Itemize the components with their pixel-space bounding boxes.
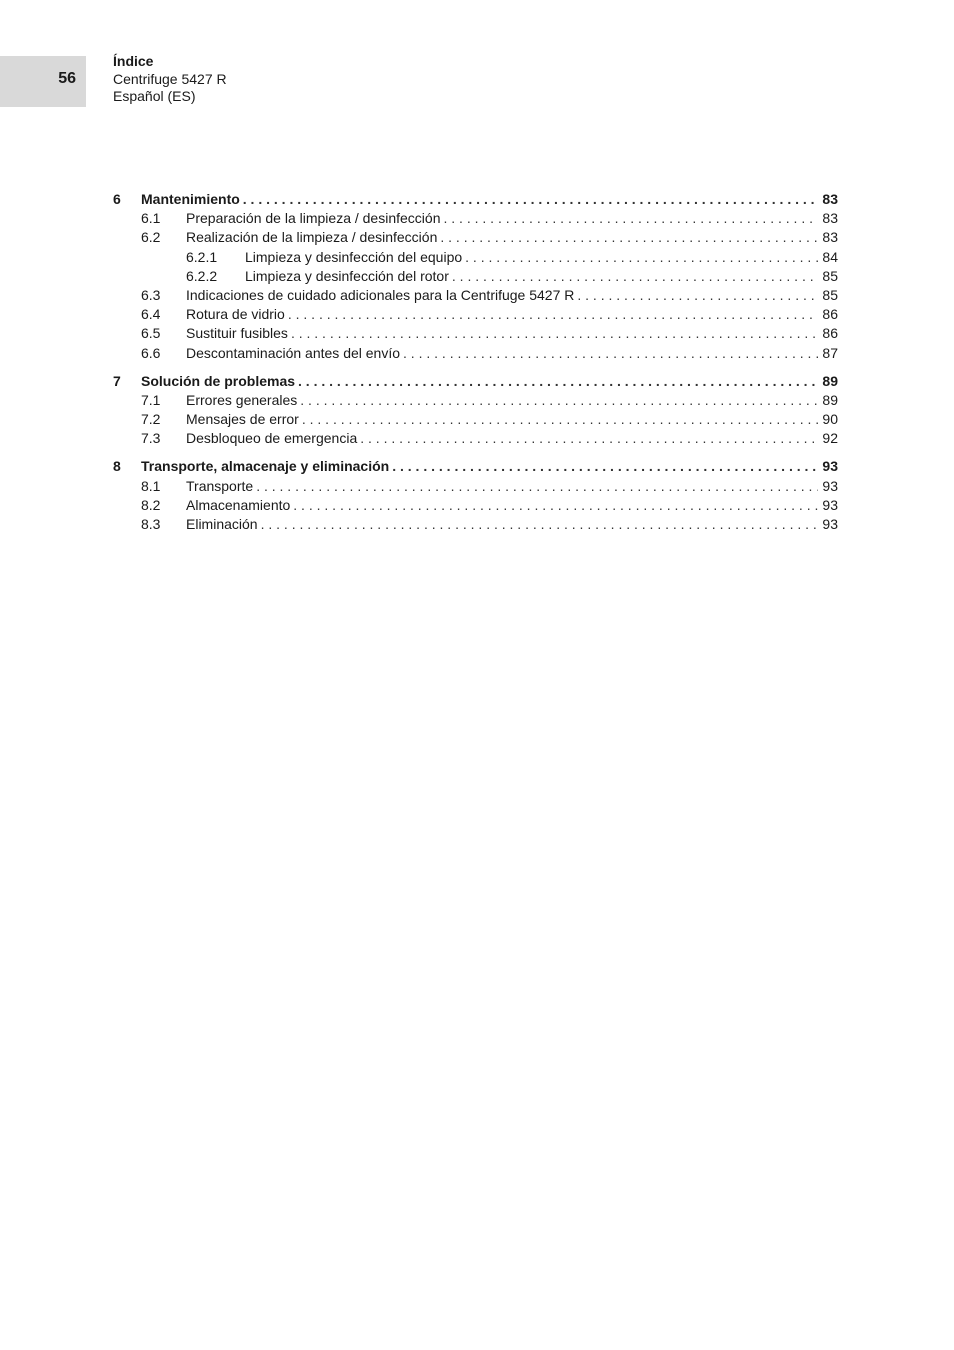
- toc-entry-page: 83: [822, 210, 838, 227]
- toc-entry-page: 87: [822, 344, 838, 361]
- product-name: Centrifuge 5427 R: [113, 70, 227, 87]
- toc-entry-title: Errores generales: [186, 391, 298, 408]
- page-number-tab: [0, 56, 86, 107]
- toc-entry-page: 85: [822, 267, 838, 284]
- toc-entry[interactable]: [113, 344, 838, 363]
- toc-entry-title: Eliminación: [186, 516, 258, 532]
- toc-entry-title: Preparación de la limpieza / desinfección: [186, 210, 441, 227]
- toc-entry-title: Desbloqueo de emergencia: [186, 430, 358, 447]
- toc-entry-page: 93: [822, 516, 838, 532]
- running-header: [113, 53, 227, 106]
- toc-entry[interactable]: [113, 477, 838, 496]
- toc-entry[interactable]: [113, 209, 838, 228]
- toc-entry-number: 8.2: [141, 496, 161, 513]
- toc-entry-title: Rotura de vidrio: [186, 306, 285, 323]
- dot-leader: [243, 190, 819, 209]
- toc-entry[interactable]: [113, 190, 838, 209]
- dot-leader: [440, 228, 818, 247]
- dot-leader: [298, 372, 818, 391]
- toc-entry-title: Indicaciones de cuidado adicionales para la Centrifuge 5427 R: [186, 286, 575, 303]
- toc-entry[interactable]: [113, 267, 838, 286]
- toc-entry[interactable]: [113, 286, 838, 305]
- toc-entry[interactable]: [113, 496, 838, 515]
- toc-entry-number: 8.1: [141, 477, 161, 494]
- dot-leader: [288, 305, 819, 324]
- toc-entry-page: 93: [822, 458, 838, 475]
- dot-leader: [291, 324, 818, 343]
- dot-leader: [465, 248, 818, 267]
- dot-leader: [261, 515, 819, 534]
- dot-leader: [403, 344, 818, 363]
- toc-entry[interactable]: [113, 391, 838, 410]
- toc-entry-title: Almacenamiento: [186, 496, 291, 513]
- toc-entry-number: 6.3: [141, 286, 161, 303]
- toc-entry-number: 8.3: [141, 516, 161, 532]
- toc-entry[interactable]: [113, 457, 838, 476]
- dot-leader: [452, 267, 819, 286]
- toc-entry-title: Limpieza y desinfección del rotor: [245, 267, 449, 284]
- toc-entry[interactable]: [113, 410, 838, 429]
- toc-entry-title: Descontaminación antes del envío: [186, 344, 401, 361]
- toc-entry-page: 89: [822, 391, 838, 408]
- toc-entry-number: 6.6: [141, 344, 161, 361]
- dot-leader: [577, 286, 818, 305]
- toc-entry[interactable]: [113, 324, 838, 343]
- toc-entry-page: 86: [822, 325, 838, 342]
- toc-entry-page: 90: [822, 411, 838, 428]
- chapter-title: Índice: [113, 53, 154, 69]
- toc-section-6: [113, 190, 838, 363]
- dot-leader: [392, 457, 818, 476]
- toc-entry-number: 8: [113, 458, 121, 475]
- toc-entry-page: 83: [822, 229, 838, 246]
- toc-section-8: [113, 457, 838, 534]
- toc-entry-number: 6.4: [141, 306, 161, 323]
- toc-entry-page: 83: [822, 191, 838, 207]
- toc-entry-number: 6: [113, 191, 121, 207]
- toc-entry-page: 93: [822, 477, 838, 494]
- dot-leader: [256, 477, 818, 496]
- document-language: Español (ES): [113, 88, 196, 104]
- toc-entry-page: 84: [822, 248, 838, 265]
- dot-leader: [302, 410, 819, 429]
- toc-section-7: [113, 372, 838, 449]
- toc-entry[interactable]: [113, 228, 838, 247]
- toc-entry-title: Sustituir fusibles: [186, 325, 288, 342]
- toc-entry-number: 6.2: [141, 229, 161, 246]
- toc-entry-title: Mensajes de error: [186, 411, 299, 428]
- toc-entry[interactable]: [113, 515, 838, 534]
- toc-entry[interactable]: [113, 372, 838, 391]
- toc-entry-number: 6.5: [141, 325, 161, 342]
- dot-leader: [443, 209, 818, 228]
- toc-entry-number: 6.2.1: [186, 248, 218, 265]
- toc-entry-page: 92: [822, 430, 838, 447]
- toc-entry-title: Mantenimiento: [141, 191, 240, 207]
- page-number: 56: [58, 70, 76, 87]
- toc-entry-title: Realización de la limpieza / desinfección: [186, 229, 438, 246]
- dot-leader: [300, 391, 818, 410]
- toc-entry-number: 7.3: [141, 430, 161, 447]
- toc-entry-page: 85: [822, 286, 838, 303]
- toc-entry-page: 93: [822, 496, 838, 513]
- toc-entry-title: Transporte: [186, 477, 254, 494]
- toc-entry-page: 86: [822, 306, 838, 323]
- toc-entry-title: Limpieza y desinfección del equipo: [245, 248, 463, 265]
- toc-entry-number: 7.2: [141, 411, 161, 428]
- toc-entry[interactable]: [113, 429, 838, 448]
- toc-entry[interactable]: [113, 305, 838, 324]
- toc-entry[interactable]: [113, 248, 838, 267]
- toc-entry-number: 6.1: [141, 210, 161, 227]
- toc-entry-title: Solución de problemas: [141, 372, 296, 389]
- toc-entry-number: 7.1: [141, 391, 161, 408]
- table-of-contents: [113, 190, 838, 534]
- toc-entry-number: 7: [113, 372, 121, 389]
- toc-entry-number: 6.2.2: [186, 267, 218, 284]
- dot-leader: [293, 496, 818, 515]
- dot-leader: [360, 429, 818, 448]
- toc-entry-page: 89: [822, 372, 838, 389]
- toc-entry-title: Transporte, almacenaje y eliminación: [141, 458, 390, 475]
